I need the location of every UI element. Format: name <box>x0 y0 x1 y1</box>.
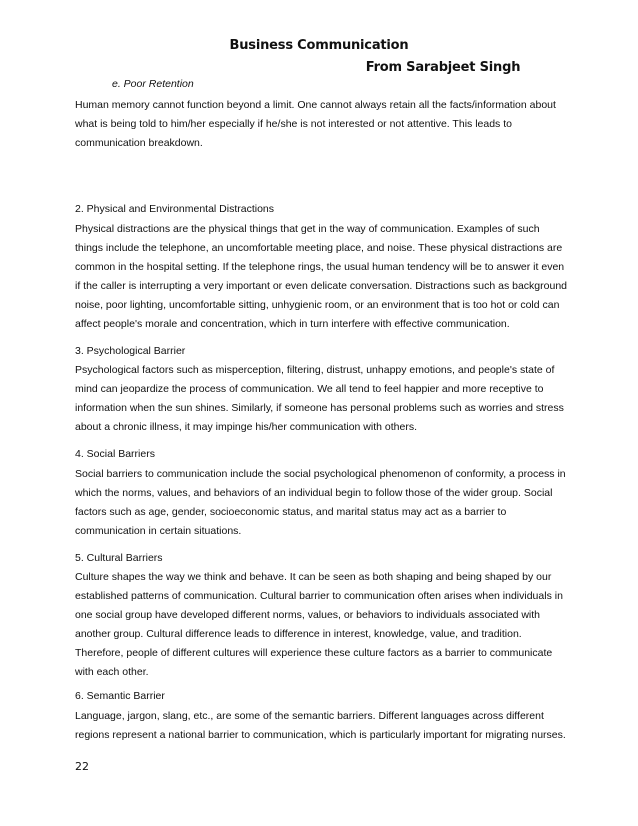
section-paragraph-cultural: Culture shapes the way we think and behave. It can be seen as both shaping and being shaped by our established patterns of communication. Cultural barrier to communication often arises when individuals in one social group have developed different norms, values, or behaviors to individuals associated with another group. Cultural difference leads to difference in interest, knowledge, value, and tradition. Therefore, people of different cultures will experience these culture factors as a barrier to communicate with each other. <box>75 571 563 678</box>
poor-retention-heading: e. Poor Retention <box>112 78 194 90</box>
section-heading-physical: 2. Physical and Environmental Distractions <box>75 203 275 215</box>
section-heading-psychological: 3. Psychological Barrier <box>75 345 186 357</box>
document-author <box>0 60 638 75</box>
page-number: 22 <box>75 760 89 773</box>
section-paragraph-semantic: Language, jargon, slang, etc., are some of the semantic barriers. Different languages across different regions represent a national barrier to communication, which is particularly important for migrating nurses. <box>75 710 566 741</box>
section-paragraph-physical: Physical distractions are the physical things that get in the way of communication. Examples of such things include the telephone, an uncomfortable meeting place, and noise. These physical distractions are common in the hospital setting. If the telephone rings, the usual human tendency will be to answer it even if the caller is interrupting a very important or even delicate conversation. Distractions such as background noise, poor lighting, uncomfortable sitting, unhygienic room, or an environment that is too hot or cold can affect people's morale and concentration, which in turn interfere with effective communication. <box>75 223 567 330</box>
document-title: Business Communication <box>229 38 409 53</box>
section-paragraph-psychological: Psychological factors such as misperception, filtering, distrust, unhappy emotions, and people's state of mind can jeopardize the process of communication. We all tend to feel happier and more receptive to information when the sun shines. Similarly, if someone has personal problems such as worries and stress about a chronic illness, it may impinge his/her communication with others. <box>75 364 564 433</box>
section-heading-cultural: 5. Cultural Barriers <box>75 552 163 564</box>
author-text: From Sarabjeet Singh <box>365 60 521 75</box>
section-heading-semantic: 6. Semantic Barrier <box>75 690 165 702</box>
section-paragraph-social: Social barriers to communication include the social psychological phenomenon of conformity, a process in which the norms, values, and behaviors of an individual begin to follow those of the wider group. Social factors such as age, gender, socioeconomic status, and marital status may act as a barrier to communication in certain situations. <box>75 468 566 537</box>
poor-retention-paragraph: Human memory cannot function beyond a limit. One cannot always retain all the facts/information about what is being told to him/her especially if he/she is not interested or not attentive. This leads to communication breakdown. <box>75 99 556 149</box>
section-heading-social: 4. Social Barriers <box>75 448 155 460</box>
